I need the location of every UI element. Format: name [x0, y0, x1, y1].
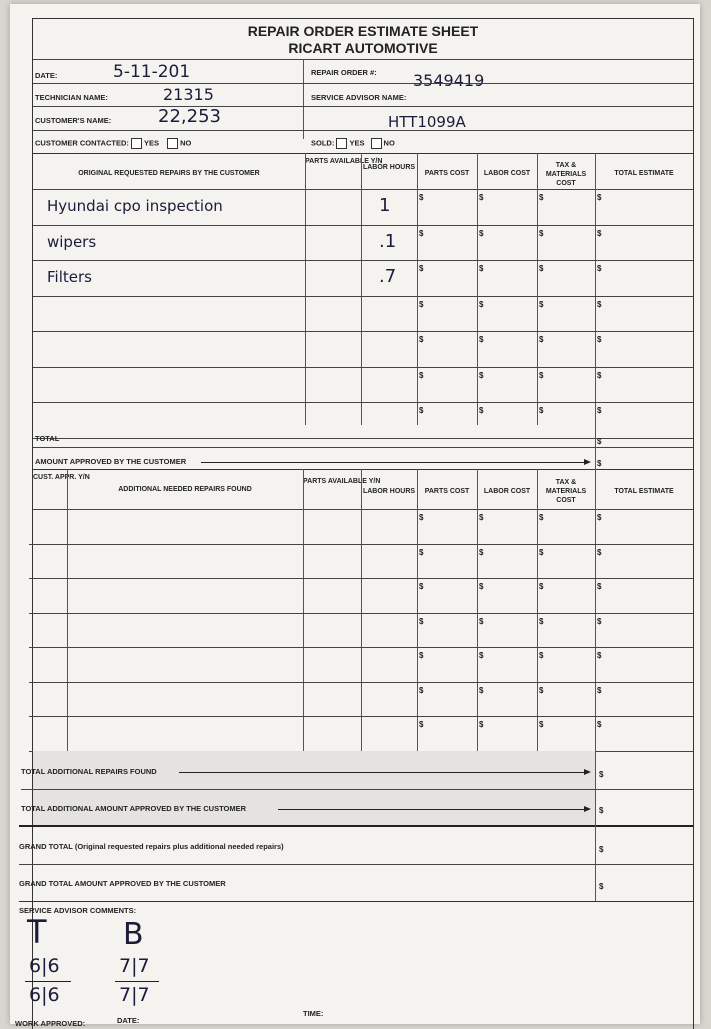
labor-hours-cell[interactable]: .1 — [379, 230, 397, 252]
labor-cost-cell[interactable]: $ — [479, 335, 484, 344]
table-row — [33, 296, 693, 332]
col-header-tax: TAX & MATERIALS COST — [545, 479, 587, 504]
customer-label: CUSTOMER'S NAME: — [35, 116, 112, 125]
parts-cost-cell[interactable]: $ — [419, 335, 424, 344]
table-row — [33, 544, 693, 579]
divider — [33, 447, 693, 448]
total-cell[interactable]: $ — [597, 582, 602, 591]
labor-cost-cell[interactable]: $ — [479, 513, 484, 522]
total-cell[interactable]: $ — [597, 406, 602, 415]
col-header-repairs: ORIGINAL REQUESTED REPAIRS BY THE CUSTOMER — [78, 170, 260, 177]
table-row — [33, 225, 693, 261]
col-header-labor-hours: LABOR HOURS — [362, 488, 416, 495]
total-additional-found-label: TOTAL ADDITIONAL REPAIRS FOUND — [21, 767, 157, 776]
time-label: TIME: — [303, 1009, 324, 1018]
total-cell[interactable]: $ — [597, 335, 602, 344]
table-row — [33, 402, 693, 438]
tax-cell[interactable]: $ — [539, 720, 544, 729]
handwritten-t: T — [27, 913, 47, 951]
table-row — [33, 613, 693, 648]
sold-no-checkbox[interactable] — [371, 138, 382, 149]
total-cell[interactable]: $ — [597, 299, 602, 309]
repair-order-value[interactable]: 3549419 — [413, 71, 485, 90]
table-row — [33, 331, 693, 367]
col-header-cust-appr: CUST. APPR. Y/N — [33, 474, 90, 481]
tax-cell[interactable]: $ — [539, 299, 544, 309]
col-header-parts-cost: PARTS COST — [424, 170, 470, 177]
col-header-labor-cost: LABOR COST — [483, 170, 531, 177]
table-row — [33, 682, 693, 717]
divider — [595, 825, 596, 901]
grand-total-label: GRAND TOTAL (Original requested repairs plus additional needed repairs) — [19, 842, 284, 851]
handwritten-b-bottom: 7|7 — [119, 984, 150, 1006]
table-row — [33, 716, 693, 751]
sold-text: SOLD: — [311, 138, 335, 148]
divider — [19, 825, 693, 827]
parts-cost-cell[interactable]: $ — [419, 547, 424, 557]
labor-cost-cell[interactable]: $ — [479, 651, 484, 660]
tax-cell[interactable]: $ — [539, 228, 544, 238]
labor-cost-cell[interactable]: $ — [479, 616, 484, 626]
labor-cost-cell[interactable]: $ — [479, 406, 484, 415]
repair-order-label: REPAIR ORDER #: — [311, 68, 377, 77]
col-header-labor-cost: LABOR COST — [483, 488, 531, 495]
technician-label: TECHNICIAN NAME: — [35, 93, 108, 102]
divider — [19, 901, 693, 902]
col-header-parts-cost: PARTS COST — [424, 488, 470, 495]
col-header-parts-available: PARTS AVAILABLE Y/N — [305, 158, 383, 165]
total-label: TOTAL — [35, 434, 60, 443]
yes-text: YES — [349, 138, 365, 148]
labor-cost-cell[interactable]: $ — [479, 228, 484, 238]
divider — [33, 106, 693, 107]
divider — [19, 864, 693, 865]
total-cell[interactable]: $ — [597, 513, 602, 522]
tax-cell[interactable]: $ — [539, 582, 544, 591]
total-additional-approved-label: TOTAL ADDITIONAL AMOUNT APPROVED BY THE CUSTOMER — [21, 804, 247, 813]
col-header-additional: ADDITIONAL NEEDED REPAIRS FOUND — [118, 486, 252, 493]
contacted-text: CUSTOMER CONTACTED: — [35, 138, 129, 148]
parts-cost-cell[interactable]: $ — [419, 582, 424, 591]
tax-cell[interactable]: $ — [539, 513, 544, 522]
repair-cell[interactable]: wipers — [47, 232, 97, 251]
divider — [303, 59, 304, 139]
form-frame — [15, 18, 694, 1029]
form-title: REPAIR ORDER ESTIMATE SHEET — [247, 23, 479, 39]
additional-found-dollar: $ — [599, 770, 604, 779]
table-row — [33, 367, 693, 403]
tax-cell[interactable]: $ — [539, 616, 544, 626]
labor-cost-cell[interactable]: $ — [479, 547, 484, 557]
total-dollar: $ — [597, 437, 602, 446]
divider — [33, 469, 693, 470]
contacted-label — [35, 138, 191, 149]
estimate-sheet — [10, 4, 700, 1028]
technician-value[interactable]: 21315 — [163, 85, 214, 104]
approved-dollar: $ — [597, 459, 602, 468]
total-cell[interactable]: $ — [597, 264, 602, 273]
total-cell[interactable]: $ — [597, 547, 602, 557]
total-cell[interactable]: $ — [597, 228, 602, 238]
sold-yes-checkbox[interactable] — [336, 138, 347, 149]
parts-cost-cell[interactable]: $ — [419, 264, 424, 273]
repair-cell[interactable]: Filters — [47, 268, 92, 286]
grand-total-approved-label: GRAND TOTAL AMOUNT APPROVED BY THE CUSTOMER — [19, 879, 226, 888]
parts-cost-cell[interactable]: $ — [419, 299, 424, 309]
col-header-parts-available: PARTS AVAILABLE Y/N — [303, 478, 381, 485]
handwritten-t-top: 6|6 — [29, 955, 60, 977]
col-header-labor-hours: LABOR HOURS — [362, 164, 416, 171]
table-row — [33, 189, 693, 225]
labor-cost-cell[interactable]: $ — [479, 299, 484, 309]
totals-shade — [33, 751, 595, 825]
col-header-total: TOTAL ESTIMATE — [614, 170, 674, 177]
tax-cell[interactable]: $ — [539, 193, 544, 202]
labor-cost-cell[interactable]: $ — [479, 370, 484, 380]
arrow-icon — [201, 462, 589, 463]
arrow-icon — [179, 772, 589, 773]
divider — [33, 83, 693, 84]
handwritten-underline — [25, 981, 71, 982]
divider — [33, 153, 693, 154]
labor-cost-cell[interactable]: $ — [479, 720, 484, 729]
sold-label — [311, 138, 395, 149]
labor-cost-cell[interactable]: $ — [479, 685, 484, 695]
labor-cost-cell[interactable]: $ — [479, 582, 484, 591]
date-footer-label: DATE: — [117, 1016, 140, 1025]
labor-hours-cell[interactable]: .7 — [379, 266, 397, 287]
total-cell[interactable]: $ — [597, 193, 602, 202]
divider — [33, 59, 693, 60]
parts-cost-cell[interactable]: $ — [419, 370, 424, 380]
col-header-total: TOTAL ESTIMATE — [614, 488, 674, 495]
divider — [21, 789, 693, 790]
grand-total-approved-dollar: $ — [599, 882, 604, 891]
row-divider — [33, 438, 693, 439]
arrow-icon — [278, 809, 589, 810]
table-row — [33, 647, 693, 682]
tax-cell[interactable]: $ — [539, 685, 544, 695]
parts-cost-cell[interactable]: $ — [419, 406, 424, 415]
table-row — [33, 578, 693, 613]
labor-cost-cell[interactable]: $ — [479, 264, 484, 273]
service-advisor-label: SERVICE ADVISOR NAME: — [311, 93, 407, 102]
parts-cost-cell[interactable]: $ — [419, 720, 424, 729]
tax-cell[interactable]: $ — [539, 264, 544, 273]
no-text: NO — [180, 138, 192, 148]
total-cell[interactable]: $ — [597, 616, 602, 626]
amount-approved-label: AMOUNT APPROVED BY THE CUSTOMER — [35, 457, 187, 466]
labor-hours-cell[interactable]: 1 — [379, 195, 391, 216]
col-header-tax: TAX & MATERIALS COST — [545, 162, 587, 187]
grand-total-dollar: $ — [599, 845, 604, 854]
total-cell[interactable]: $ — [597, 720, 602, 729]
parts-cost-cell[interactable]: $ — [419, 616, 424, 626]
date-label: DATE: — [35, 71, 58, 80]
labor-cost-cell[interactable]: $ — [479, 193, 484, 202]
dealer-name: RICART AUTOMOTIVE — [288, 40, 438, 56]
parts-cost-cell[interactable]: $ — [419, 513, 424, 522]
advisor-value[interactable]: HTT1099A — [388, 113, 466, 131]
no-text: NO — [383, 138, 395, 148]
tax-cell[interactable]: $ — [539, 370, 544, 380]
tax-cell[interactable]: $ — [539, 651, 544, 660]
date-value[interactable]: 5-11-201 — [113, 62, 191, 82]
tax-cell[interactable]: $ — [539, 547, 544, 557]
repair-cell[interactable]: Hyundai cpo inspection — [47, 197, 223, 215]
contacted-no-checkbox[interactable] — [167, 138, 178, 149]
parts-cost-cell[interactable]: $ — [419, 651, 424, 660]
table-row — [33, 509, 693, 544]
handwritten-b-top: 7|7 — [119, 955, 150, 977]
handwritten-b: B — [123, 917, 144, 952]
total-cell[interactable]: $ — [597, 685, 602, 695]
yes-text: YES — [143, 138, 159, 148]
divider — [595, 751, 596, 825]
table-row — [33, 260, 693, 296]
parts-cost-cell[interactable]: $ — [419, 193, 424, 202]
divider — [595, 425, 596, 469]
divider — [33, 130, 693, 131]
tax-cell[interactable]: $ — [539, 335, 544, 344]
parts-cost-cell[interactable]: $ — [419, 685, 424, 695]
contacted-yes-checkbox[interactable] — [131, 138, 142, 149]
comments-label: SERVICE ADVISOR COMMENTS: — [19, 906, 137, 915]
additional-approved-dollar: $ — [599, 806, 604, 815]
work-approved-label: WORK APPROVED: — [15, 1019, 86, 1028]
customer-value[interactable]: 22,253 — [158, 106, 221, 127]
parts-cost-cell[interactable]: $ — [419, 228, 424, 238]
total-cell[interactable]: $ — [597, 651, 602, 660]
handwritten-underline — [115, 981, 159, 982]
tax-cell[interactable]: $ — [539, 406, 544, 415]
total-cell[interactable]: $ — [597, 370, 602, 380]
handwritten-t-bottom: 6|6 — [29, 984, 60, 1006]
